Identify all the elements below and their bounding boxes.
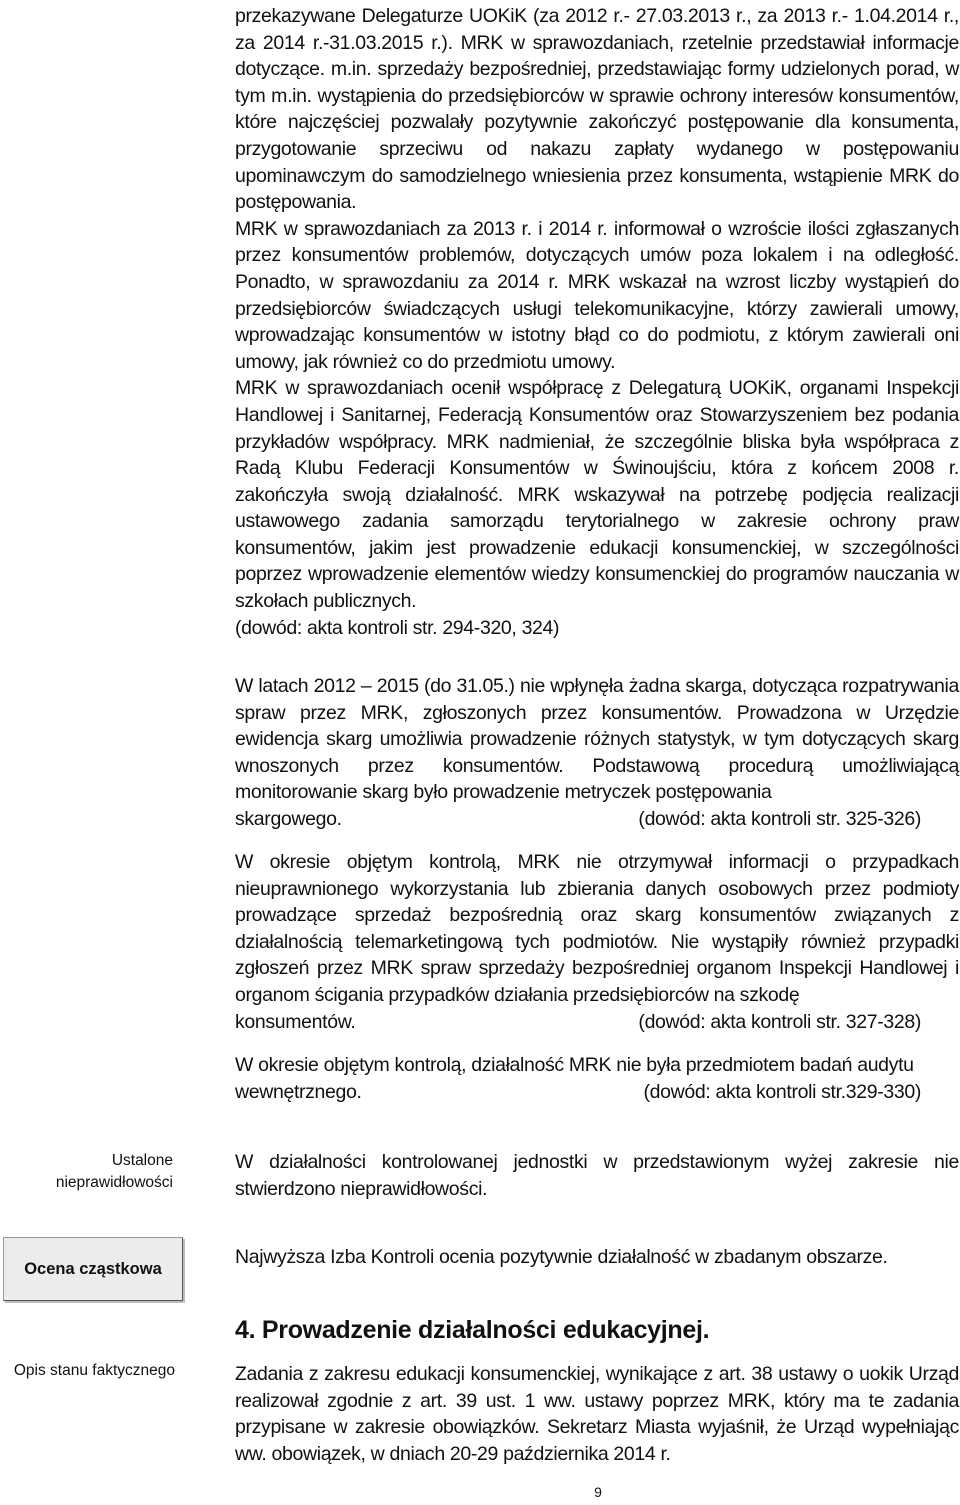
paragraph-assessment: Najwyższa Izba Kontroli ocenia pozytywnie działalność w zbadanym obszarze. xyxy=(235,1246,888,1268)
side-label-facts: Opis stanu faktycznego xyxy=(13,1362,175,1379)
complaints-text-end: skargowego. xyxy=(235,807,342,830)
paragraph-cooperation: MRK w sprawozdaniach ocenił współpracę z Delegaturą UOKiK, organami Inspekcji Handlowej i Sanitarnej, Federacją Konsumentów oraz Stowarzyszeniem bez podania przykładów współpracy. MRK nadmieniał, że szczególnie bliska była współpraca z Radą Klubu Federacji Konsumentów w Świnoujściu, która z końcem 2008 r. zakończyła swoją działalność. MRK wskazywał na potrzebę podjęcia realizacji ustawowego zadania samorządu terytorialnego w zakresie ochrony praw konsumentów, jakim jest prowadzenie edukacji konsumenckiej, w szczególności poprzez wprowadzenie elementów wiedzy konsumenckiej do programów nauczania w szkołach publicznych. xyxy=(235,377,959,613)
evidence-reference: (dowód: akta kontroli str. 325-326) xyxy=(638,807,921,830)
education-block xyxy=(235,1361,959,1467)
paragraph-audit xyxy=(235,1052,959,1105)
findings-block xyxy=(235,3,959,641)
paragraph-education: Zadania z zakresu edukacji konsumenckiej, wynikające z art. 38 ustawy o uokik Urząd realizował zgodnie z art. 39 ust. 1 ww. ustawy poprzez MRK, który ma te zadania przypisane w zakresie obowiązków. Sekretarz Miasta wyjaśnił, że Urząd wypełniając ww. obowiązek, w dniach 20-29 października 2014 r. xyxy=(235,1363,959,1465)
evidence-reference: (dowód: akta kontroli str. 294-320, 324) xyxy=(235,616,560,639)
page-number: 9 xyxy=(594,1484,602,1500)
data-protection-text: W okresie objętym kontrolą, MRK nie otrzymywał informacji o przypadkach nieuprawnionego wykorzystania lub zbierania danych osobowych przez podmioty prowadzące sprzedaż bezpośrednią oraz skarg konsumentów związanych z działalnością telemarketingową tych podmiotów. Nie wystąpiły również przypadki zgłoszeń przez MRK spraw sprzedaży bezpośredniej organom Inspekcji Handlowej i organom ścigania przypadków działania przedsiębiorców na szkodę xyxy=(235,851,959,1006)
paragraph-complaints xyxy=(235,673,959,833)
evidence-reference: (dowód: akta kontroli str. 327-328) xyxy=(638,1010,921,1033)
assessment-block xyxy=(235,1244,959,1271)
audit-block xyxy=(235,1052,959,1105)
side-label-irregularities: Ustalone nieprawidłowości xyxy=(55,1152,173,1191)
paragraph-reports-2: MRK w sprawozdaniach za 2013 r. i 2014 r. informował o wzroście ilości zgłaszanych przez konsumentów problemów, dotyczących umów poza lokalem i na odległość. Ponadto, w sprawozdaniu za 2014 r. MRK wskazał na wzrost liczby wystąpień do przedsiębiorców świadczących usługi telekomunikacyjne, którzy zawierali umowy, wprowadzając konsumentów w istotny błąd co do podmiotu, z którym zawierali oni umowy, jak również co do przedmiotu umowy. xyxy=(235,217,959,373)
paragraph-irregularities: W działalności kontrolowanej jednostki w przedstawionym wyżej zakresie nie stwierdzono nieprawidłowości. xyxy=(235,1151,959,1200)
paragraph-reports-1: przekazywane Delegaturze UOKiK (za 2012 r.- 27.03.2013 r., za 2013 r.- 1.04.2014 r., za 2014 r.-31.03.2015 r.). MRK w sprawozdaniach, rzetelnie przedstawiał informacje dotyczące. m.in. sprzedaży bezpośredniej, przedstawiając formy udzielonych porad, w tym m.in. wystąpienia do przedsiębiorców w sprawie ochrony interesów konsumentów, które najczęściej pozwalały pozytywnie zakończyć postępowanie dla konsumenta, przygotowanie sprzeciwu od nakazu zapłaty wydanego w postępowaniu upominawczym do samodzielnego wniesienia przez konsumenta, wstąpienie MRK do postępowania. xyxy=(235,5,959,214)
partial-assessment-box xyxy=(3,1237,183,1301)
section-heading: 4. Prowadzenie działalności edukacyjnej. xyxy=(235,1316,710,1344)
evidence-reference: (dowód: akta kontroli str.329-330) xyxy=(643,1080,921,1103)
complaints-text: W latach 2012 – 2015 (do 31.05.) nie wpłynęła żadna skarga, dotycząca rozpatrywania spraw przez MRK, zgłoszonych przez konsumentów. Prowadzona w Urzędzie ewidencja skarg umożliwia prowadzenie różnych statystyk, w tym dotyczących skarg wnoszonych przez konsumentów. Podstawową procedurą umożliwiającą monitorowanie skarg było prowadzenie metryczek postępowania xyxy=(235,675,959,804)
data-protection-text-end: konsumentów. xyxy=(235,1010,356,1033)
audit-text-end: wewnętrznego. xyxy=(235,1080,362,1103)
irregularities-block xyxy=(235,1149,959,1202)
partial-assessment-label: Ocena cząstkowa xyxy=(24,1259,162,1278)
complaints-block xyxy=(235,673,959,833)
data-protection-block xyxy=(235,849,959,1035)
audit-text: W okresie objętym kontrolą, działalność MRK nie była przedmiotem badań audytu xyxy=(235,1054,914,1076)
paragraph-data-protection xyxy=(235,849,959,1035)
